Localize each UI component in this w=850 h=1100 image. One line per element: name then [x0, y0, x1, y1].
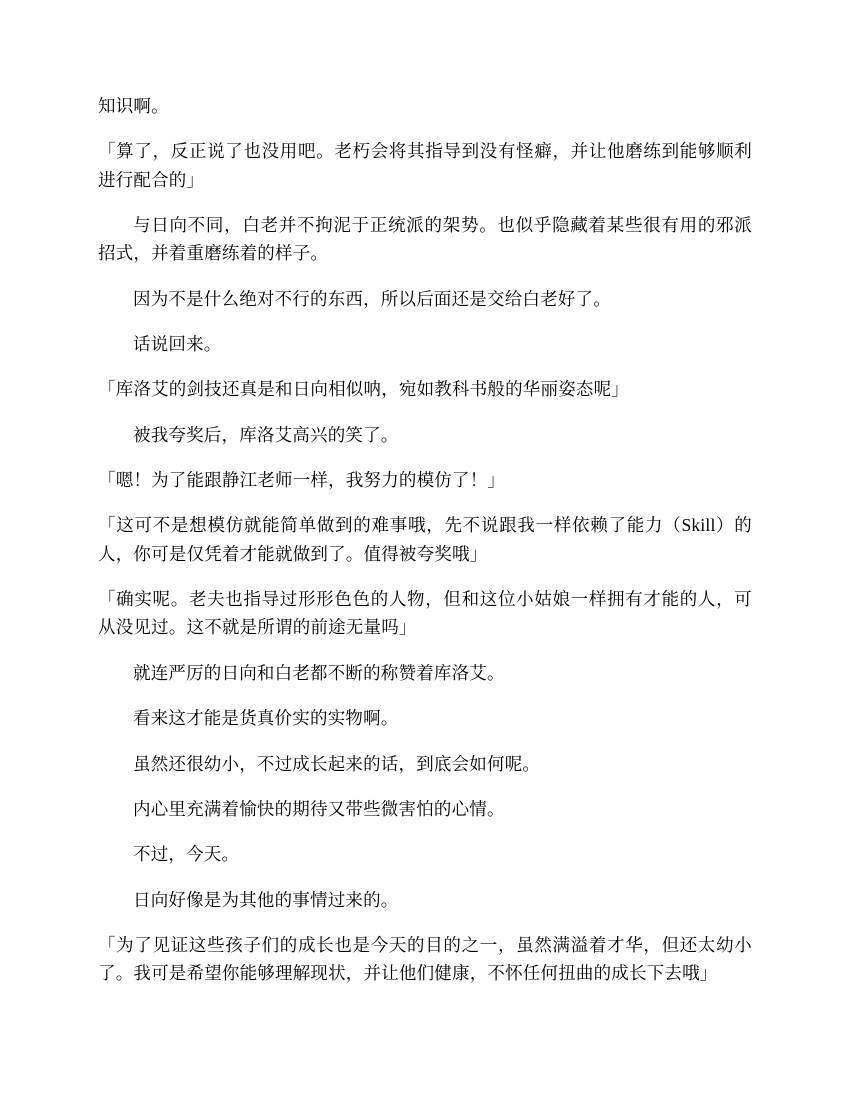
document-body [98, 92, 752, 988]
paragraph: 「算了，反正说了也没用吧。老朽会将其指导到没有怪癖，并让他磨练到能够顺利进行配合的」 [98, 141, 752, 190]
paragraph: 「确实呢。老夫也指导过形形色色的人物，但和这位小姑娘一样拥有才能的人，可从没见过。这不就是所谓的前途无量吗」 [98, 589, 752, 638]
paragraph: 日向好像是为其他的事情过来的。 [133, 889, 399, 910]
paragraph: 不过，今天。 [133, 844, 240, 865]
paragraph: 内心里充满着愉快的期待又带些微害怕的心情。 [133, 798, 505, 819]
paragraph: 「为了见证这些孩子们的成长也是今天的目的之一，虽然满溢着才华，但还太幼小了。我可是希望你能够理解现状，并让他们健康，不怀任何扭曲的成长下去哦」 [98, 934, 752, 984]
paragraph: 「这可不是想模仿就能简单做到的难事哦，先不说跟我一样依赖了能力（Skill）的人，你可是仅凭着才能就做到了。值得被夸奖哦」 [98, 515, 752, 564]
paragraph: 「嗯！为了能跟静江老师一样，我努力的模仿了！」 [98, 470, 506, 491]
paragraph: 虽然还很幼小，不过成长起来的话，到底会如何呢。 [133, 753, 541, 774]
paragraph: 「库洛艾的剑技还真是和日向相似呐，宛如教科书般的华丽姿态呢」 [98, 379, 629, 400]
paragraph: 知识啊。 [98, 96, 169, 116]
paragraph: 因为不是什么绝对不行的东西，所以后面还是交给白老好了。 [133, 288, 611, 309]
paragraph: 与日向不同，白老并不拘泥于正统派的架势。也似乎隐藏着某些很有用的邪派招式，并着重磨练着的样子。 [98, 215, 752, 264]
paragraph: 被我夸奖后，库洛艾高兴的笑了。 [133, 424, 399, 445]
paragraph: 就连严厉的日向和白老都不断的称赞着库洛艾。 [133, 662, 505, 683]
paragraph: 话说回来。 [133, 334, 222, 355]
paragraph: 看来这才能是货真价实的实物啊。 [133, 708, 399, 729]
